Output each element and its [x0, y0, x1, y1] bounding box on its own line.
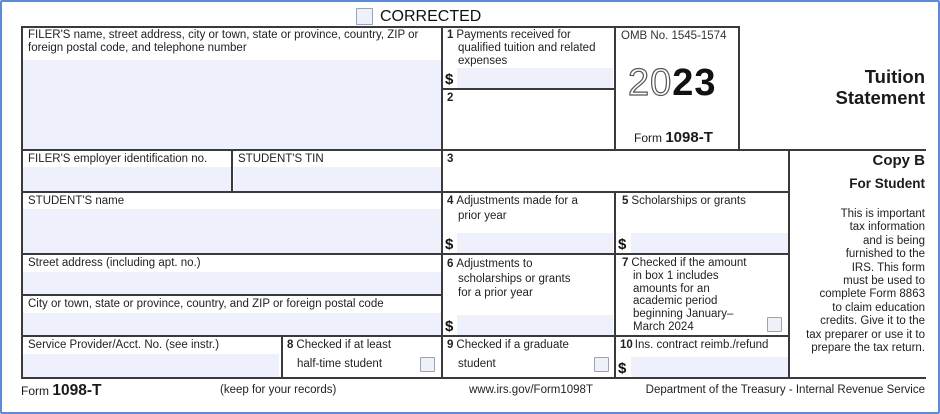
box1-label [447, 29, 612, 68]
box10-number: 10 [620, 339, 633, 351]
box7-label-line2: in box 1 includes [633, 269, 719, 282]
box10-dollar-sign: $ [618, 360, 627, 377]
box8-label [287, 339, 391, 352]
box9-label [447, 339, 569, 352]
notice-line: prepare the tax return. [811, 342, 925, 355]
filer-name-label-line2: foreign postal code, and telephone number [28, 42, 247, 54]
box2-number: 2 [447, 92, 454, 104]
grid-line [441, 26, 443, 379]
copy-b-notice [806, 208, 925, 355]
grid-line [231, 149, 233, 193]
grid-line [281, 335, 283, 379]
box6-label [447, 257, 612, 301]
form-title-line1: Tuition [864, 66, 925, 87]
footer-keep-note: (keep for your records) [220, 384, 337, 396]
form-id-top [634, 130, 713, 146]
box7-label-line4: academic period [633, 295, 718, 308]
box4-label [447, 195, 612, 223]
box3-label [447, 153, 456, 166]
notice-line: complete Form 8863 [819, 288, 925, 301]
student-name-label: STUDENT'S name [28, 195, 125, 207]
box4-dollar-sign: $ [445, 236, 454, 253]
box6-number: 6 [447, 258, 454, 270]
box5-label [622, 195, 746, 208]
box6-dollar-sign: $ [445, 318, 454, 335]
box6-label-line1: Adjustments to [456, 258, 533, 270]
box7-label-line1: Checked if the amount [631, 257, 747, 269]
form-number: 1098-T [665, 129, 713, 146]
tax-year-outline: 20 [628, 62, 673, 104]
filer-name-input[interactable] [23, 60, 441, 149]
form-title-line2: Statement [835, 87, 925, 108]
grid-line [21, 149, 926, 151]
notice-line: and is being [862, 234, 925, 247]
grid-line [21, 253, 790, 255]
grid-line [21, 26, 740, 28]
notice-line: furnished to the [845, 248, 925, 261]
notice-line: This is important [840, 208, 925, 220]
grid-line [21, 377, 926, 379]
street-address-label: Street address (including apt. no.) [28, 257, 201, 269]
copy-b-subtitle: For Student [849, 176, 925, 191]
box7-label [622, 257, 772, 334]
grid-line [614, 191, 616, 379]
street-address-input[interactable] [23, 272, 441, 295]
box1-label-line2: qualified tuition and related [458, 42, 596, 54]
box7-checkbox[interactable] [767, 317, 782, 332]
filer-name-label [28, 29, 440, 55]
box9-label-line1: Checked if a graduate [456, 339, 569, 351]
box3-number: 3 [447, 153, 454, 165]
box1-amount-input[interactable] [457, 68, 613, 88]
box4-number: 4 [447, 195, 454, 207]
footer-form-number: 1098-T [52, 382, 102, 399]
box2-label [447, 92, 456, 105]
box5-dollar-sign: $ [618, 236, 627, 253]
box7-label-line3: amounts for an [633, 282, 710, 295]
box1-dollar-sign: $ [445, 71, 454, 88]
student-tin-label: STUDENT'S TIN [238, 153, 324, 165]
notice-line: credits. Give it to the [820, 315, 925, 328]
box1-label-line3: expenses [458, 55, 508, 67]
box5-amount-input[interactable] [631, 233, 788, 253]
copy-b-title: Copy B [872, 152, 925, 169]
box6-label-line2: scholarships or grants [458, 272, 571, 285]
grid-line [21, 335, 790, 337]
grid-line [788, 149, 790, 379]
notice-line: to claim education [832, 301, 925, 314]
grid-line [738, 26, 740, 151]
notice-line: tax preparer or use it to [806, 328, 925, 341]
box7-label-line5: beginning January– [633, 308, 734, 321]
tax-year-bold: 23 [672, 62, 717, 104]
box9-checkbox[interactable] [594, 357, 609, 372]
box8-label-line2: half-time student [297, 358, 383, 370]
grid-line [21, 26, 23, 379]
form-word: Form [634, 131, 662, 145]
filer-name-label-line1: FILER'S name, street address, city or town, state or province, country, ZIP or [28, 29, 419, 41]
box7-label-line6: March 2024 [633, 320, 694, 333]
corrected-label: CORRECTED [380, 8, 482, 25]
box4-label-line1: Adjustments made for a [456, 195, 578, 207]
box6-label-line3: for a prior year [458, 287, 533, 299]
box1-number: 1 [447, 29, 454, 41]
box8-number: 8 [287, 339, 294, 351]
service-provider-label: Service Provider/Acct. No. (see instr.) [28, 339, 220, 351]
corrected-checkbox[interactable] [356, 8, 373, 25]
filer-ein-input[interactable] [23, 167, 231, 192]
city-input[interactable] [23, 313, 441, 335]
notice-line: must be used to [843, 275, 925, 288]
box1-label-line1: Payments received for [456, 29, 571, 41]
footer-form-id [21, 382, 101, 400]
box10-label [620, 339, 768, 352]
box6-amount-input[interactable] [457, 315, 613, 335]
city-label: City or town, state or province, country, and ZIP or foreign postal code [28, 298, 384, 310]
box9-number: 9 [447, 339, 454, 351]
student-tin-input[interactable] [234, 167, 441, 192]
notice-line: IRS. This form [851, 261, 925, 274]
student-name-input[interactable] [23, 209, 441, 253]
tax-year [628, 62, 717, 104]
box10-amount-input[interactable] [631, 357, 788, 377]
notice-line: tax information [849, 221, 925, 234]
box7-number: 7 [622, 257, 629, 269]
box9-label-line2: student [458, 358, 496, 370]
box4-amount-input[interactable] [457, 233, 613, 253]
footer-url[interactable]: www.irs.gov/Form1098T [469, 384, 593, 396]
box5-label-line1: Scholarships or grants [631, 195, 746, 207]
service-provider-input[interactable] [23, 354, 279, 377]
footer-form-word: Form [21, 384, 49, 398]
filer-ein-label: FILER'S employer identification no. [28, 153, 208, 165]
grid-line [442, 88, 615, 90]
grid-line [21, 191, 790, 193]
omb-number: OMB No. 1545-1574 [621, 30, 727, 42]
box10-label-line1: Ins. contract reimb./refund [634, 339, 769, 351]
box8-checkbox[interactable] [420, 357, 435, 372]
box5-number: 5 [622, 195, 629, 207]
box8-label-line1: Checked if at least [296, 339, 392, 351]
grid-line [21, 294, 442, 296]
box4-label-line2: prior year [458, 210, 507, 222]
form-title [836, 66, 925, 108]
grid-line [614, 26, 616, 151]
footer-agency: Department of the Treasury - Internal Revenue Service [645, 384, 925, 396]
